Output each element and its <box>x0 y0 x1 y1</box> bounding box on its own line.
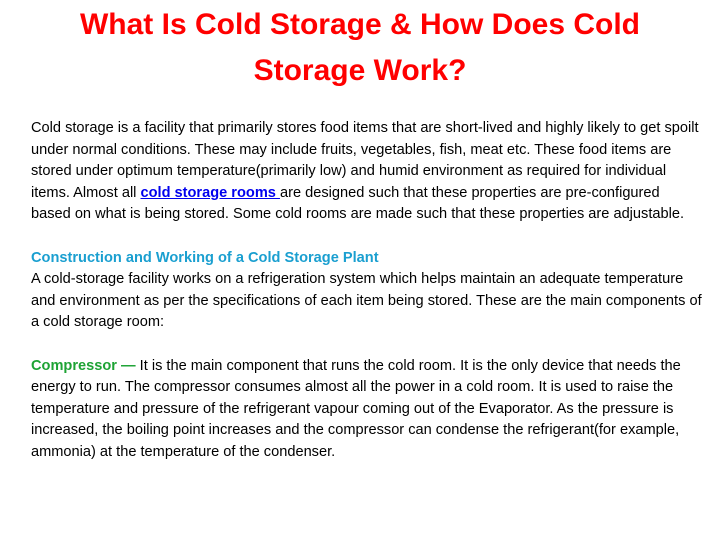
cold-storage-rooms-link[interactable]: cold storage rooms <box>140 184 280 201</box>
compressor-term: Compressor — <box>31 357 136 374</box>
paragraph-spacer <box>31 226 703 248</box>
compressor-description: It is the main component that runs the cold room. It is the only device that needs the energy to run. The compressor consumes almost all the power in a cold room. It is used to raise the temperature and pressure of the refrigerant vapour coming out of the Evaporator. As the pressure is increased, the boiling point increases and the compressor can condense the refrigerant(for example, ammonia) at the temperature of the condenser. <box>31 357 681 460</box>
intro-text-start: Cold storage is a facility that primarily stores food items that are short-lived and highly likely to get spoilt under normal conditions. These may include fruits, vegetables, fish, meat etc. These food items are stored under optimum temperature(primarily low) and humid environment as required for individual items. Almost all <box>31 120 699 201</box>
construction-paragraph: A cold-storage facility works on a refrigeration system which helps maintain an adequate temperature and environment as per the specifications of each item being stored. These are the main components of a cold storage room: <box>31 271 702 331</box>
article-body <box>31 118 703 464</box>
intro-text-end: are designed such that these properties are pre-configured based on what is being stored. Some cold rooms are made such that these properties are adjustable. <box>31 184 685 223</box>
construction-heading: Construction and Working of a Cold Storage Plant <box>31 249 379 266</box>
page-title: What Is Cold Storage & How Does Cold Storage Work? <box>79 8 641 87</box>
intro-paragraph <box>31 118 703 226</box>
compressor-paragraph <box>31 356 703 464</box>
paragraph-spacer <box>31 334 703 356</box>
